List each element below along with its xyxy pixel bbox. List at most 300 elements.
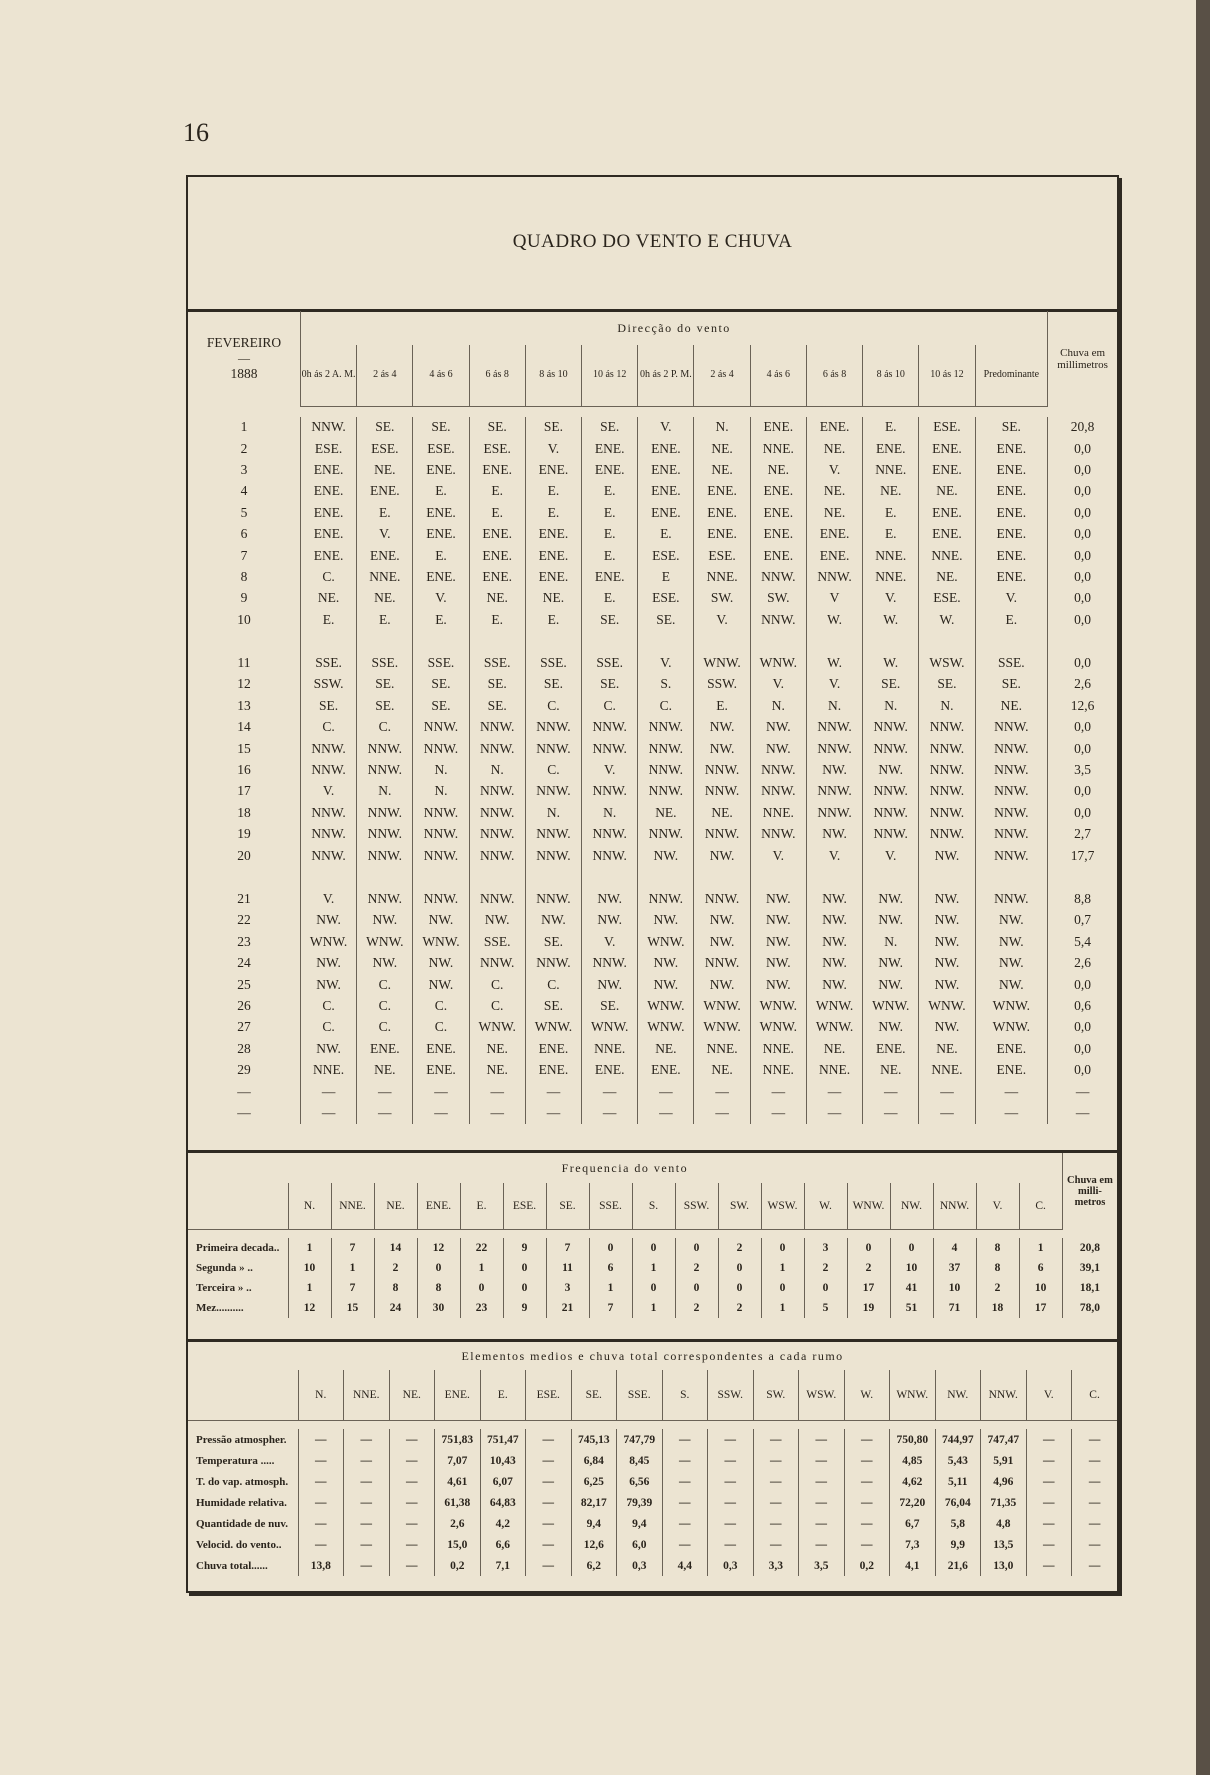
frequency-cell: 23: [460, 1298, 503, 1318]
elements-cell: 5,11: [935, 1471, 981, 1492]
gap-cell: [188, 630, 300, 652]
wind-cell: SE.: [413, 695, 469, 716]
frequency-cell: 0: [417, 1258, 460, 1278]
wind-cell: NNW.: [469, 738, 525, 759]
decade-gap-row: [188, 630, 1117, 652]
elements-cell: —: [389, 1534, 435, 1555]
elements-cell: 745,13: [571, 1429, 617, 1450]
frequency-cell: 51: [890, 1298, 933, 1318]
day-cell: 8: [240, 568, 248, 584]
wind-cell: NNW.: [750, 759, 806, 780]
wind-cell: WNW.: [469, 1017, 525, 1038]
wind-cell: NNW.: [750, 566, 806, 587]
wind-cell: NNW.: [975, 781, 1048, 802]
wind-cell: NE.: [469, 588, 525, 609]
elements-cell: 82,17: [571, 1492, 617, 1513]
gap-cell: [525, 630, 581, 652]
wind-cell: ENE.: [806, 523, 862, 544]
wind-cell: ENE.: [525, 1038, 581, 1059]
wind-cell: V.: [582, 759, 638, 780]
frequency-cell: 0: [675, 1238, 718, 1258]
wind-cell: NNE.: [863, 545, 919, 566]
frequency-cell: 37: [933, 1258, 976, 1278]
table-row: [188, 1429, 1117, 1450]
elements-cell: —: [298, 1513, 344, 1534]
wind-cell: NW.: [750, 974, 806, 995]
wind-cell: NNW.: [469, 888, 525, 909]
elements-column-header: S.: [662, 1370, 708, 1421]
gap-cell: [863, 866, 919, 888]
day-cell: 9: [240, 590, 248, 606]
row-label: Pressão atmospher.: [196, 1433, 287, 1446]
elements-cell: 6,56: [617, 1471, 663, 1492]
elements-cell: —: [753, 1513, 799, 1534]
day-cell: 15: [237, 740, 251, 756]
frequency-cell: 8: [417, 1278, 460, 1298]
rain-cell: 0,0: [1048, 588, 1117, 609]
elements-cell: 8,45: [617, 1450, 663, 1471]
year-label: 1888: [230, 366, 258, 381]
frequency-cell: 12: [288, 1298, 331, 1318]
wind-cell: WNW.: [638, 931, 694, 952]
frequency-cell: 3: [804, 1238, 847, 1258]
wind-cell: N.: [919, 695, 975, 716]
wind-cell: NW.: [919, 974, 975, 995]
wind-cell: NW.: [863, 952, 919, 973]
frequency-cell: 21: [546, 1298, 589, 1318]
frequency-cell: 2: [374, 1258, 417, 1278]
wind-cell: ENE.: [638, 459, 694, 480]
wind-cell: ENE.: [300, 481, 356, 502]
rain-cell: 0,0: [1048, 652, 1117, 673]
wind-cell: NW.: [694, 931, 750, 952]
wind-cell: N.: [413, 759, 469, 780]
table-row: [188, 1238, 1117, 1258]
spacer-cell: [188, 1230, 1117, 1239]
wind-cell: NNW.: [863, 802, 919, 823]
frequency-cell: 1: [589, 1278, 632, 1298]
elements-cell: 7,1: [480, 1555, 526, 1576]
elements-cell: —: [526, 1534, 572, 1555]
dash-cell: —: [975, 1081, 1048, 1102]
empty-day-row: [188, 1081, 1117, 1102]
elements-cell: 0,3: [617, 1555, 663, 1576]
rain-cell: 17,7: [1048, 845, 1117, 866]
frequency-column-header: ESE.: [503, 1183, 546, 1230]
elements-cell: 9,4: [571, 1513, 617, 1534]
elements-cell: —: [844, 1429, 890, 1450]
row-label: Humidade relativa.: [196, 1496, 287, 1509]
wind-cell: NNW.: [357, 738, 413, 759]
rain-cell: 5,4: [1048, 931, 1117, 952]
direction-group-header: Direcção do vento: [300, 311, 1047, 345]
frequency-column-header: SW.: [718, 1183, 761, 1230]
wind-cell: NNW.: [863, 781, 919, 802]
wind-cell: NE.: [638, 1038, 694, 1059]
elements-cell: —: [344, 1555, 390, 1576]
wind-cell: NW.: [525, 910, 581, 931]
gap-cell: [300, 866, 356, 888]
elements-cell: 4,62: [890, 1471, 936, 1492]
wind-cell: NNE.: [694, 566, 750, 587]
elements-cell: —: [389, 1471, 435, 1492]
elements-cell: —: [298, 1429, 344, 1450]
elements-cell: —: [526, 1492, 572, 1513]
day-cell: 13: [237, 697, 251, 713]
wind-cell: S.: [638, 674, 694, 695]
wind-cell: NW.: [863, 974, 919, 995]
wind-cell: C.: [357, 717, 413, 738]
wind-cell: NW.: [300, 1038, 356, 1059]
wind-cell: NNW.: [413, 824, 469, 845]
wind-cell: NNW.: [357, 888, 413, 909]
wind-cell: NNW.: [525, 824, 581, 845]
wind-cell: ENE.: [975, 545, 1048, 566]
frequency-cell: 1: [331, 1258, 374, 1278]
wind-cell: WNW.: [582, 1017, 638, 1038]
wind-cell: C.: [525, 695, 581, 716]
elements-cell: 4,8: [981, 1513, 1027, 1534]
wind-cell: ENE.: [750, 545, 806, 566]
table-row: [188, 1534, 1117, 1555]
wind-cell: ESE.: [919, 588, 975, 609]
wind-cell: NNW.: [919, 717, 975, 738]
elements-column-header: SE.: [571, 1370, 617, 1421]
wind-cell: NNE.: [806, 1059, 862, 1080]
elements-cell: 76,04: [935, 1492, 981, 1513]
wind-cell: NNW.: [863, 824, 919, 845]
wind-cell: WNW.: [750, 995, 806, 1016]
wind-cell: NNW.: [582, 717, 638, 738]
wind-cell: SSE.: [413, 652, 469, 673]
wind-cell: SE.: [582, 417, 638, 438]
decade-gap-row: [188, 866, 1117, 888]
wind-cell: NNW.: [413, 802, 469, 823]
wind-cell: NE.: [919, 1038, 975, 1059]
wind-cell: NW.: [582, 910, 638, 931]
gap-cell: [357, 630, 413, 652]
elements-cell: 6,2: [571, 1555, 617, 1576]
wind-cell: NW.: [919, 931, 975, 952]
elements-cell: 4,85: [890, 1450, 936, 1471]
rain-cell: 0,0: [1048, 459, 1117, 480]
wind-cell: SSE.: [357, 652, 413, 673]
wind-cell: NE.: [300, 588, 356, 609]
gap-cell: [638, 866, 694, 888]
elements-cell: —: [799, 1513, 845, 1534]
wind-cell: NNE.: [863, 566, 919, 587]
elements-cell: 0,3: [708, 1555, 754, 1576]
rain-cell: 0,0: [1048, 974, 1117, 995]
wind-cell: NNW.: [525, 738, 581, 759]
elements-cell: 751,83: [435, 1429, 481, 1450]
day-cell: 20: [237, 847, 251, 863]
wind-cell: NNW.: [975, 738, 1048, 759]
frequency-cell: 2: [675, 1298, 718, 1318]
wind-cell: NNW.: [863, 717, 919, 738]
rain-cell: 0,0: [1048, 545, 1117, 566]
table-row: [188, 1258, 1117, 1278]
rain-cell: 0,0: [1048, 438, 1117, 459]
wind-cell: NNW.: [469, 845, 525, 866]
elements-column-header: C.: [1072, 1370, 1118, 1421]
gap-cell: [413, 866, 469, 888]
wind-cell: NNW.: [582, 952, 638, 973]
wind-cell: C.: [413, 1017, 469, 1038]
wind-cell: NNE.: [919, 545, 975, 566]
wind-cell: C.: [525, 974, 581, 995]
rain-cell: 0,0: [1048, 1017, 1117, 1038]
elements-cell: —: [662, 1450, 708, 1471]
frequency-column-header: SSE.: [589, 1183, 632, 1230]
day-cell: 12: [237, 676, 251, 692]
wind-cell: C.: [357, 1017, 413, 1038]
frequency-cell: 10: [1019, 1278, 1062, 1298]
wind-cell: ENE.: [975, 1059, 1048, 1080]
frequency-cell: 2: [847, 1258, 890, 1278]
wind-cell: E.: [863, 502, 919, 523]
wind-cell: E.: [863, 523, 919, 544]
row-label: Mez..........: [196, 1302, 244, 1314]
wind-cell: N.: [694, 417, 750, 438]
elements-cell: 4,4: [662, 1555, 708, 1576]
wind-cell: W.: [806, 609, 862, 630]
elements-cell: —: [1072, 1450, 1118, 1471]
wind-cell: NE.: [525, 588, 581, 609]
wind-cell: ENE.: [300, 545, 356, 566]
gap-cell: [469, 630, 525, 652]
wind-cell: NNW.: [806, 738, 862, 759]
table-row: [188, 481, 1117, 502]
wind-cell: WNW.: [694, 995, 750, 1016]
wind-cell: NW.: [863, 888, 919, 909]
wind-cell: NW.: [806, 974, 862, 995]
wind-cell: SSW.: [694, 674, 750, 695]
wind-cell: NNW.: [638, 824, 694, 845]
wind-cell: NE.: [975, 695, 1048, 716]
frequency-cell: 1: [288, 1278, 331, 1298]
gap-cell: [806, 866, 862, 888]
dash-cell: —: [237, 1104, 251, 1120]
wind-cell: NW.: [300, 974, 356, 995]
wind-cell: ENE.: [638, 1059, 694, 1080]
gap-cell: [919, 866, 975, 888]
wind-cell: E.: [638, 523, 694, 544]
elements-cell: —: [344, 1492, 390, 1513]
wind-cell: NNW.: [694, 888, 750, 909]
dash-cell: —: [1048, 1102, 1117, 1123]
wind-cell: NE.: [919, 481, 975, 502]
elements-cell: —: [389, 1450, 435, 1471]
frequency-cell: 0: [503, 1258, 546, 1278]
wind-cell: NW.: [975, 952, 1048, 973]
gap-cell: [1048, 630, 1117, 652]
rain-cell: 0,0: [1048, 566, 1117, 587]
wind-cell: C.: [300, 995, 356, 1016]
wind-cell: ENE.: [638, 438, 694, 459]
dash-cell: —: [469, 1081, 525, 1102]
wind-cell: E.: [469, 609, 525, 630]
wind-cell: ENE.: [806, 545, 862, 566]
elements-cell: —: [708, 1429, 754, 1450]
frequency-cell: 7: [331, 1278, 374, 1298]
wind-cell: NNW.: [806, 566, 862, 587]
day-cell: 23: [237, 933, 251, 949]
wind-cell: NNW.: [357, 824, 413, 845]
day-cell: 25: [237, 976, 251, 992]
table-row: [188, 952, 1117, 973]
frequency-column-header: C.: [1019, 1183, 1062, 1230]
wind-cell: ENE.: [863, 438, 919, 459]
rain-cell: 0,6: [1048, 995, 1117, 1016]
wind-cell: ESE.: [300, 438, 356, 459]
frequency-column-header: E.: [460, 1183, 503, 1230]
wind-cell: NE.: [694, 1059, 750, 1080]
wind-cell: N.: [413, 781, 469, 802]
day-cell: 28: [237, 1040, 251, 1056]
elements-cell: 21,6: [935, 1555, 981, 1576]
wind-cell: NNW.: [582, 781, 638, 802]
elements-cell: —: [662, 1492, 708, 1513]
wind-cell: NNW.: [975, 824, 1048, 845]
wind-cell: ENE.: [975, 481, 1048, 502]
rain-cell: 12,6: [1048, 695, 1117, 716]
wind-cell: E.: [582, 481, 638, 502]
wind-cell: ENE.: [525, 523, 581, 544]
elements-cell: —: [1072, 1534, 1118, 1555]
wind-cell: WNW.: [357, 931, 413, 952]
wind-cell: ENE.: [863, 1038, 919, 1059]
elements-cell: —: [799, 1471, 845, 1492]
dash-cell: —: [525, 1081, 581, 1102]
wind-cell: NNW.: [413, 717, 469, 738]
wind-cell: ESE.: [638, 545, 694, 566]
wind-cell: W.: [919, 609, 975, 630]
elements-cell: 10,43: [480, 1450, 526, 1471]
elements-cell: —: [298, 1492, 344, 1513]
frequency-cell: 7: [589, 1298, 632, 1318]
wind-cell: NW.: [919, 888, 975, 909]
gap-cell: [413, 630, 469, 652]
wind-cell: SE.: [525, 674, 581, 695]
rain-cell: 20,8: [1062, 1238, 1117, 1258]
wind-cell: WNW.: [975, 995, 1048, 1016]
wind-cell: NE.: [357, 588, 413, 609]
wind-cell: E.: [413, 545, 469, 566]
gap-cell: [975, 866, 1048, 888]
elements-cell: —: [1072, 1513, 1118, 1534]
rain-header-label: Chuva em millimetros: [1057, 346, 1108, 371]
dash-cell: —: [694, 1102, 750, 1123]
dash-cell: —: [806, 1102, 862, 1123]
wind-column-header: 0h ás 2 P. M.: [638, 345, 694, 406]
frequency-cell: 12: [417, 1238, 460, 1258]
wind-cell: NNW.: [525, 781, 581, 802]
wind-cell: NNW.: [919, 781, 975, 802]
wind-cell: NNW.: [469, 781, 525, 802]
frequency-cell: 8: [374, 1278, 417, 1298]
wind-cell: E.: [863, 417, 919, 438]
rain-cell: 2,6: [1048, 674, 1117, 695]
elements-cell: 747,47: [981, 1429, 1027, 1450]
wind-cell: WNW.: [300, 931, 356, 952]
wind-cell: NNW.: [525, 845, 581, 866]
wind-cell: WNW.: [750, 652, 806, 673]
rain-cell: 8,8: [1048, 888, 1117, 909]
gap-cell: [863, 630, 919, 652]
frequency-column-header: NE.: [374, 1183, 417, 1230]
gap-cell: [694, 630, 750, 652]
elements-cell: 7,07: [435, 1450, 481, 1471]
wind-cell: ESE.: [638, 588, 694, 609]
wind-cell: ENE.: [525, 566, 581, 587]
frequency-cell: 14: [374, 1238, 417, 1258]
table-row: [188, 588, 1117, 609]
wind-cell: ENE.: [975, 566, 1048, 587]
gap-cell: [300, 630, 356, 652]
wind-cell: NE.: [694, 438, 750, 459]
wind-cell: NW.: [413, 952, 469, 973]
elements-cell: —: [1026, 1513, 1072, 1534]
wind-cell: C.: [357, 995, 413, 1016]
page-title: QUADRO DO VENTO E CHUVA: [512, 231, 793, 252]
table-row: [188, 995, 1117, 1016]
rain-cell: 2,7: [1048, 824, 1117, 845]
wind-cell: NNE.: [863, 459, 919, 480]
wind-cell: NNW.: [919, 738, 975, 759]
wind-cell: ENE.: [469, 523, 525, 544]
elements-cell: —: [844, 1471, 890, 1492]
wind-cell: WNW.: [694, 1017, 750, 1038]
elements-column-header: ESE.: [526, 1370, 572, 1421]
elements-column-header: WNW.: [890, 1370, 936, 1421]
wind-cell: SE.: [469, 417, 525, 438]
elements-cell: —: [753, 1534, 799, 1555]
wind-column-header: 6 ás 8: [806, 345, 862, 406]
wind-cell: V.: [806, 674, 862, 695]
wind-cell: NNW.: [694, 824, 750, 845]
wind-cell: ENE.: [750, 502, 806, 523]
wind-cell: ENE.: [694, 481, 750, 502]
elements-cell: —: [298, 1450, 344, 1471]
wind-cell: NW.: [357, 952, 413, 973]
wind-cell: E.: [413, 481, 469, 502]
title-area: [188, 177, 1117, 312]
elements-cell: 750,80: [890, 1429, 936, 1450]
elements-cell: —: [844, 1534, 890, 1555]
wind-column-header: 4 ás 6: [750, 345, 806, 406]
elements-column-header: SSE.: [617, 1370, 663, 1421]
wind-cell: SE.: [413, 674, 469, 695]
elements-cell: 6,25: [571, 1471, 617, 1492]
wind-cell: C.: [357, 974, 413, 995]
wind-cell: NW.: [638, 952, 694, 973]
table-row: [188, 888, 1117, 909]
elements-cell: 3,5: [799, 1555, 845, 1576]
table-row: [188, 1492, 1117, 1513]
frequency-cell: 17: [847, 1278, 890, 1298]
day-cell: 2: [240, 440, 248, 456]
table-row: [188, 1038, 1117, 1059]
wind-cell: C.: [300, 717, 356, 738]
wind-cell: E.: [300, 609, 356, 630]
wind-cell: NW.: [919, 910, 975, 931]
wind-cell: SE.: [525, 417, 581, 438]
wind-cell: NW.: [694, 717, 750, 738]
dash-cell: —: [357, 1102, 413, 1123]
wind-cell: NNE.: [750, 1038, 806, 1059]
spacer-row: [188, 1421, 1117, 1430]
